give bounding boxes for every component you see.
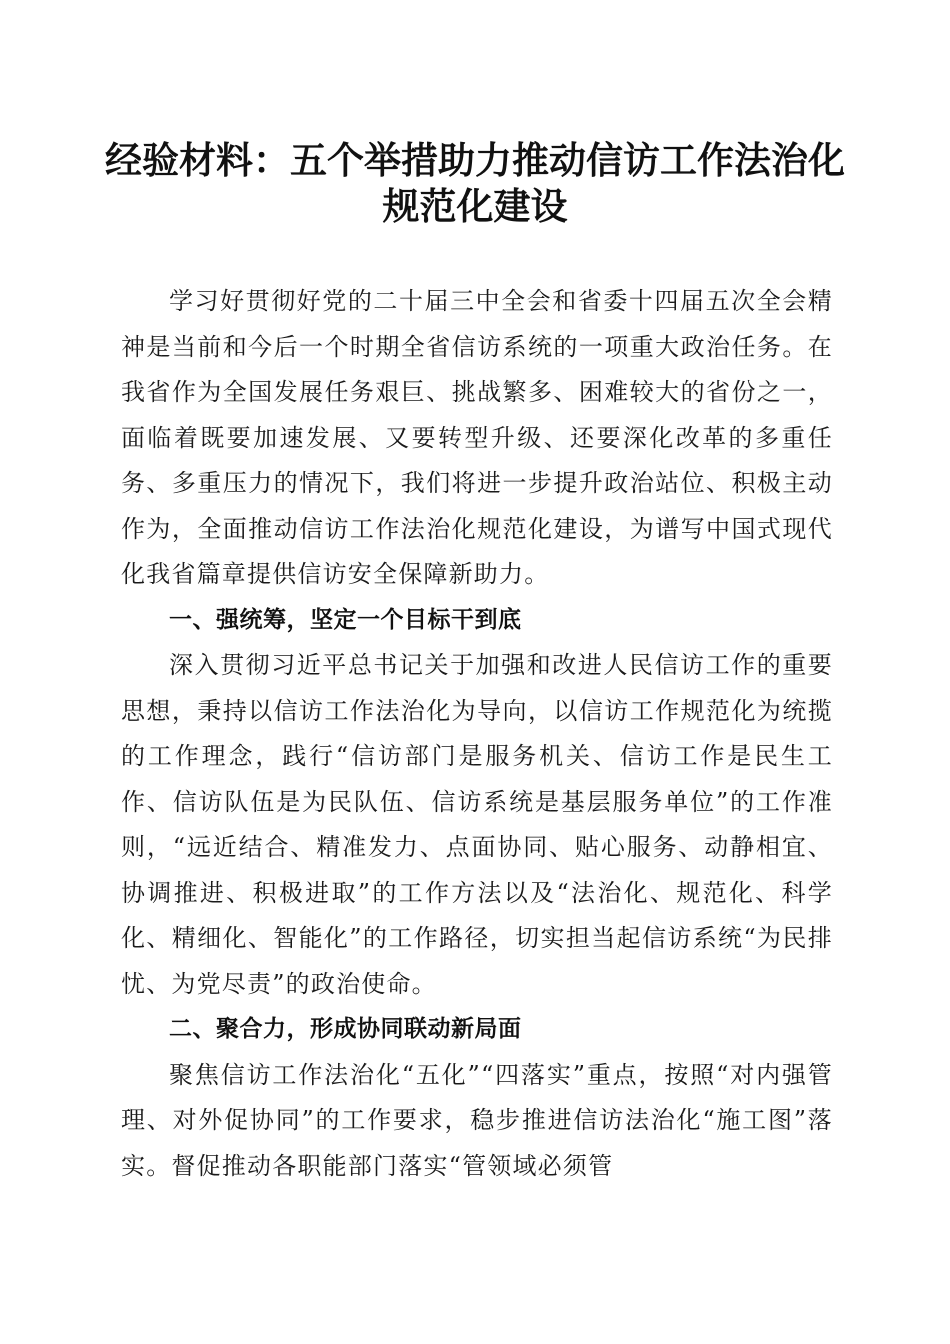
section-paragraph-1: 深入贯彻习近平总书记关于加强和改进人民信访工作的重要思想，秉持以信访工作法治化为导向，以信访工作规范化为统揽的工作理念，践行“信访部门是服务机关、信访工作是民生工作、信访队伍是为民队伍、信访系统是基层服务单位”的工作准则，“远近结合、精准发力、点面协同、贴心服务、动静相宜、协调推进、积极进取”的工作方法以及“法治化、规范化、科学化、精细化、智能化”的工作路径，切实担当起信访系统“为民排忧、为党尽责”的政治使命。 bbox=[121, 651, 833, 998]
document-body bbox=[121, 279, 833, 1189]
section-heading-2: 二、聚合力，形成协同联动新局面 bbox=[169, 1016, 522, 1042]
document-title-line1: 经验材料：五个举措助力推动信访工作法治化 bbox=[105, 138, 845, 182]
section-heading-1: 一、强统筹，坚定一个目标干到底 bbox=[169, 606, 522, 633]
intro-paragraph: 学习好贯彻好党的二十届三中全会和省委十四届五次全会精神是当前和今后一个时期全省信访系统的一项重大政治任务。在我省作为全国发展任务艰巨、挑战繁多、困难较大的省份之一，面临着既要加速发展、又要转型升级、还要深化改革的多重任务、多重压力的情况下，我们将进一步提升政治站位、积极主动作为，全面推动信访工作法治化规范化建设，为谱写中国式现代化我省篇章提供信访安全保障新助力。 bbox=[121, 287, 833, 588]
section-paragraph-2: 聚焦信访工作法治化“五化”“四落实”重点，按照“对内强管理、对外促协同”的工作要求，稳步推进信访法治化“施工图”落实。督促推动各职能部门落实“管领域必须管 bbox=[121, 1060, 833, 1180]
document-title-line2: 规范化建设 bbox=[382, 184, 568, 228]
